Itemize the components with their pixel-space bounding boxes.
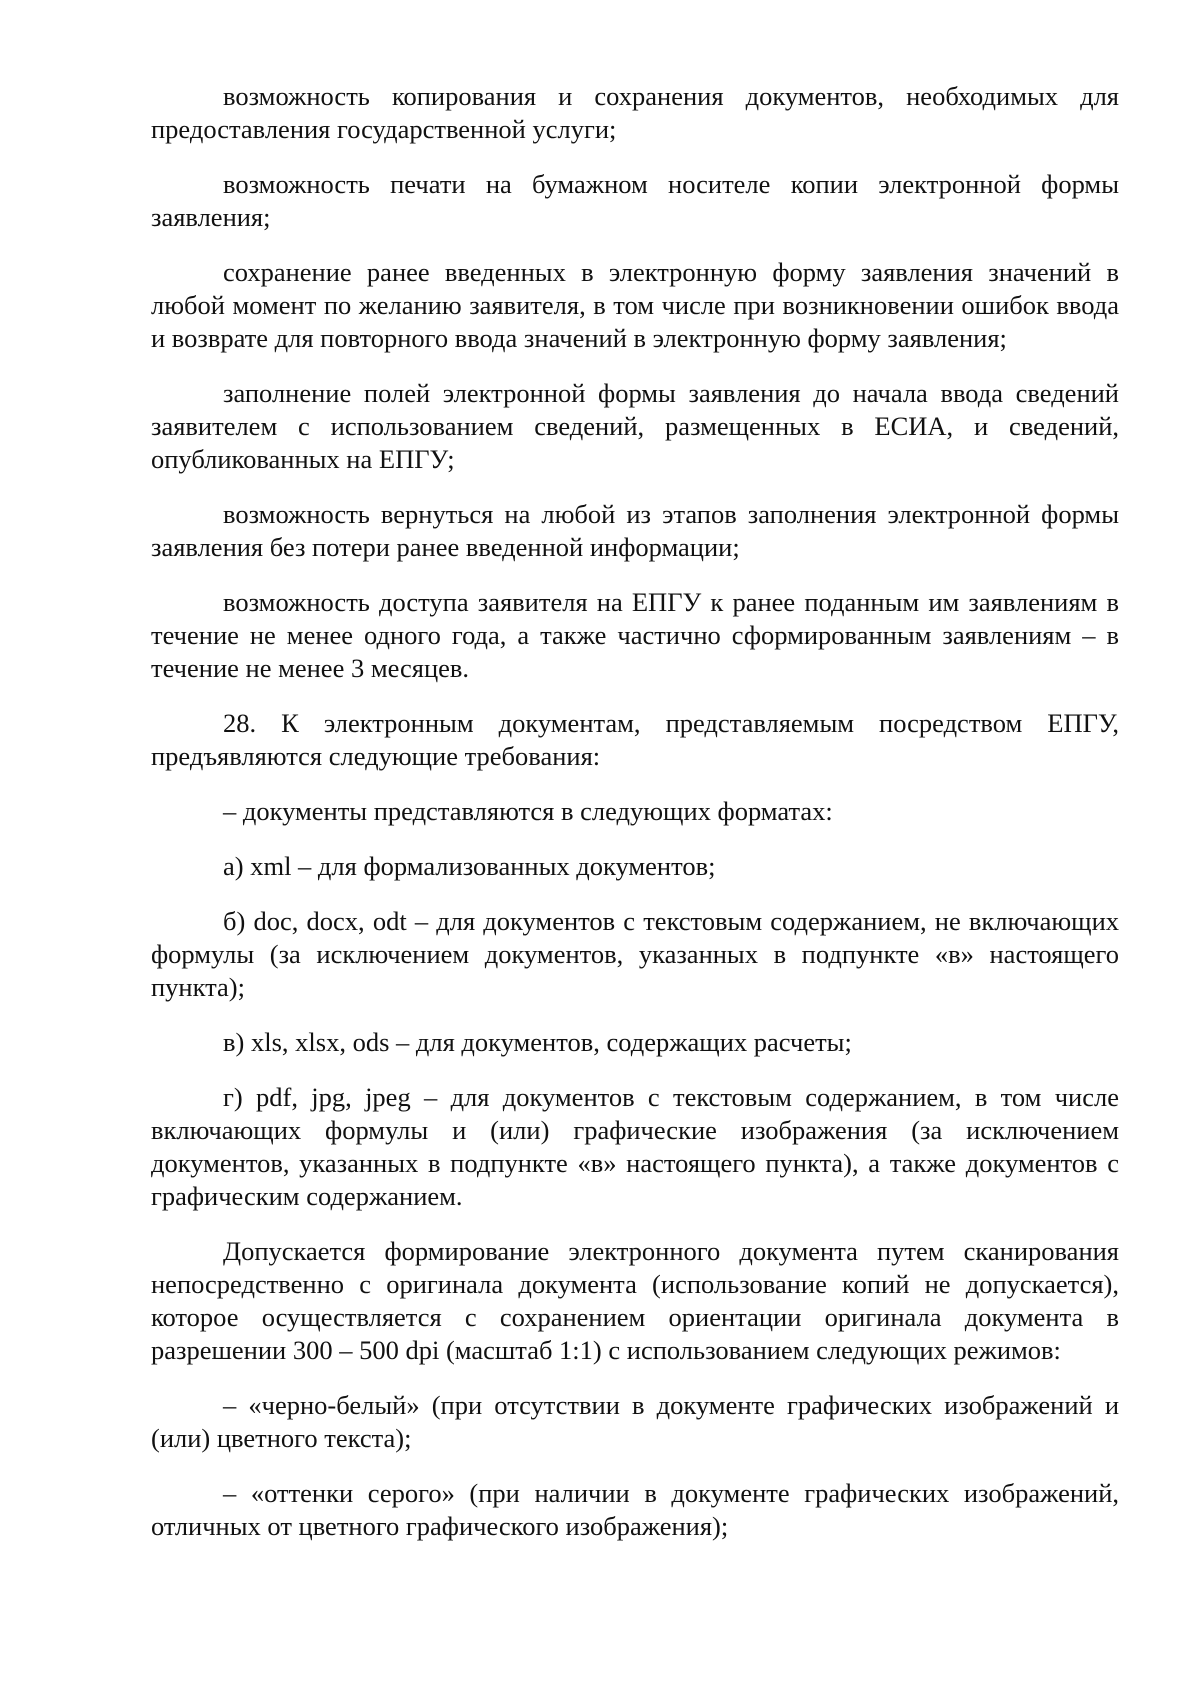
paragraph-format-g: г) pdf, jpg, jpeg – для документов с текстовым содержанием, в том числе включающих формулы и (или) графические изображения (за исключением документов, указанных в подпункте «в» настоящего пункта), а также документов с графическим содержанием. [151, 1082, 1119, 1211]
paragraph-copy-save: возможность копирования и сохранения документов, необходимых для предоставления государственной услуги; [151, 81, 1119, 144]
paragraph-formats-intro: – документы представляются в следующих форматах: [223, 796, 833, 826]
paragraph-return-steps: возможность вернуться на любой из этапов заполнения электронной формы заявления без потери ранее введенной информации; [151, 499, 1119, 562]
paragraph-item-28: 28. К электронным документам, представляемым посредством ЕПГУ, предъявляются следующие требования: [151, 708, 1119, 771]
paragraph-print: возможность печати на бумажном носителе копии электронной формы заявления; [151, 169, 1119, 232]
paragraph-save-values: сохранение ранее введенных в электронную форму заявления значений в любой момент по желанию заявителя, в том числе при возникновении ошибок ввода и возврате для повторного ввода значений в электронную форму заявления; [151, 257, 1119, 353]
paragraph-format-a: а) xml – для формализованных документов; [223, 851, 716, 881]
paragraph-scanning: Допускается формирование электронного документа путем сканирования непосредственно с оригинала документа (использование копий не допускается), которое осуществляется с сохранением ориентации оригинала документа в разрешении 300 – 500 dpi (масштаб 1:1) с использованием следующих режимов: [151, 1236, 1119, 1365]
paragraph-format-b: б) doc, docx, odt – для документов с текстовым содержанием, не включающих формулы (за исключением документов, указанных в подпункте «в» настоящего пункта); [151, 906, 1119, 1002]
paragraph-mode-gray: – «оттенки серого» (при наличии в документе графических изображений, отличных от цветного графического изображения); [151, 1478, 1119, 1541]
paragraph-format-v: в) xls, xlsx, ods – для документов, содержащих расчеты; [223, 1027, 852, 1057]
paragraph-mode-bw: – «черно-белый» (при отсутствии в документе графических изображений и (или) цветного текста); [151, 1390, 1119, 1453]
document-body [151, 80, 1119, 1543]
paragraph-access: возможность доступа заявителя на ЕПГУ к ранее поданным им заявлениям в течение не менее одного года, а также частично сформированным заявлениям – в течение не менее 3 месяцев. [151, 587, 1119, 683]
paragraph-prefill: заполнение полей электронной формы заявления до начала ввода сведений заявителем с использованием сведений, размещенных в ЕСИА, и сведений, опубликованных на ЕПГУ; [151, 378, 1119, 474]
